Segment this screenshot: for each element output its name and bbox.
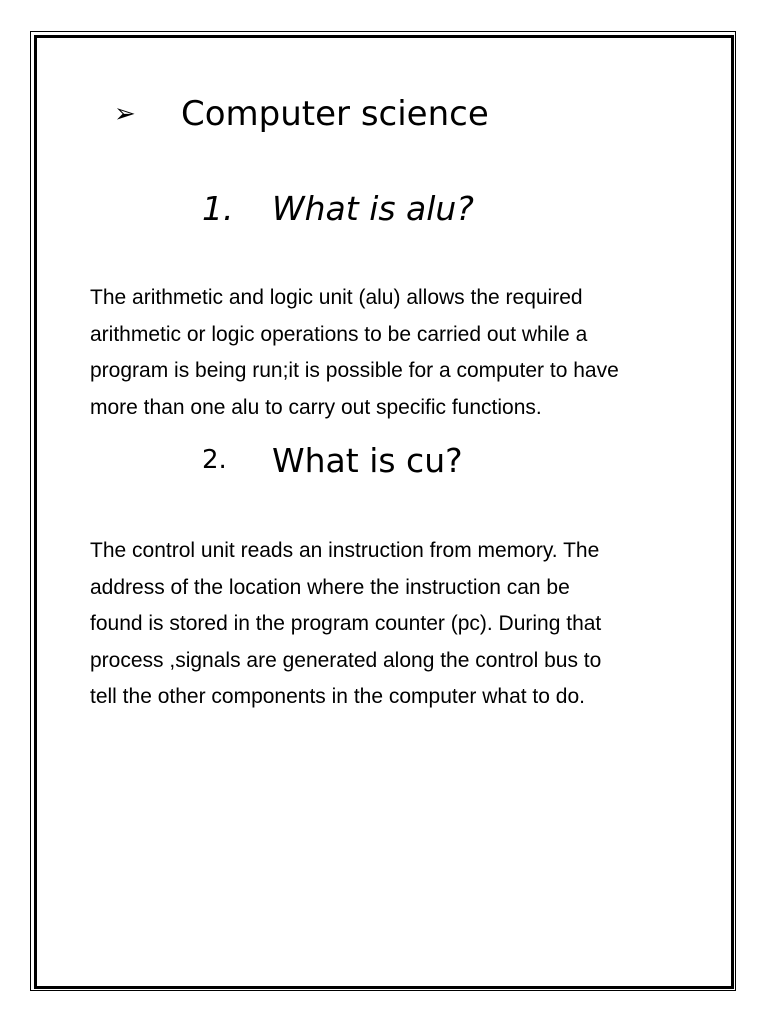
question-number: 2. [202, 445, 227, 475]
answer-paragraph-2 [90, 533, 690, 716]
paragraph-line: program is being run;it is possible for a computer to have [90, 359, 619, 382]
question-title: What is alu? [272, 188, 474, 228]
paragraph-line: The control unit reads an instruction from memory. The [90, 539, 600, 562]
question-title: What is cu? [272, 440, 463, 480]
question-heading-2 [202, 438, 463, 482]
page-border-inner [34, 35, 734, 989]
section-heading [114, 92, 489, 136]
paragraph-line: tell the other components in the computer what to do. [90, 685, 585, 708]
question-heading-1 [202, 186, 474, 230]
arrow-bullet-icon: ➢ [114, 99, 136, 129]
paragraph-line: found is stored in the program counter (pc). During that [90, 612, 602, 635]
paragraph-line: address of the location where the instruction can be [90, 575, 570, 599]
paragraph-line: The arithmetic and logic unit (alu) allows the required [90, 286, 583, 309]
paragraph-line: more than one alu to carry out specific functions. [90, 395, 542, 419]
paragraph-line: process ,signals are generated along the control bus to [90, 648, 602, 672]
paragraph-line: arithmetic or logic operations to be carried out while a [90, 322, 588, 346]
answer-paragraph-1 [90, 280, 690, 426]
question-number: 1. [202, 188, 234, 228]
section-heading-title: Computer science [181, 94, 489, 134]
